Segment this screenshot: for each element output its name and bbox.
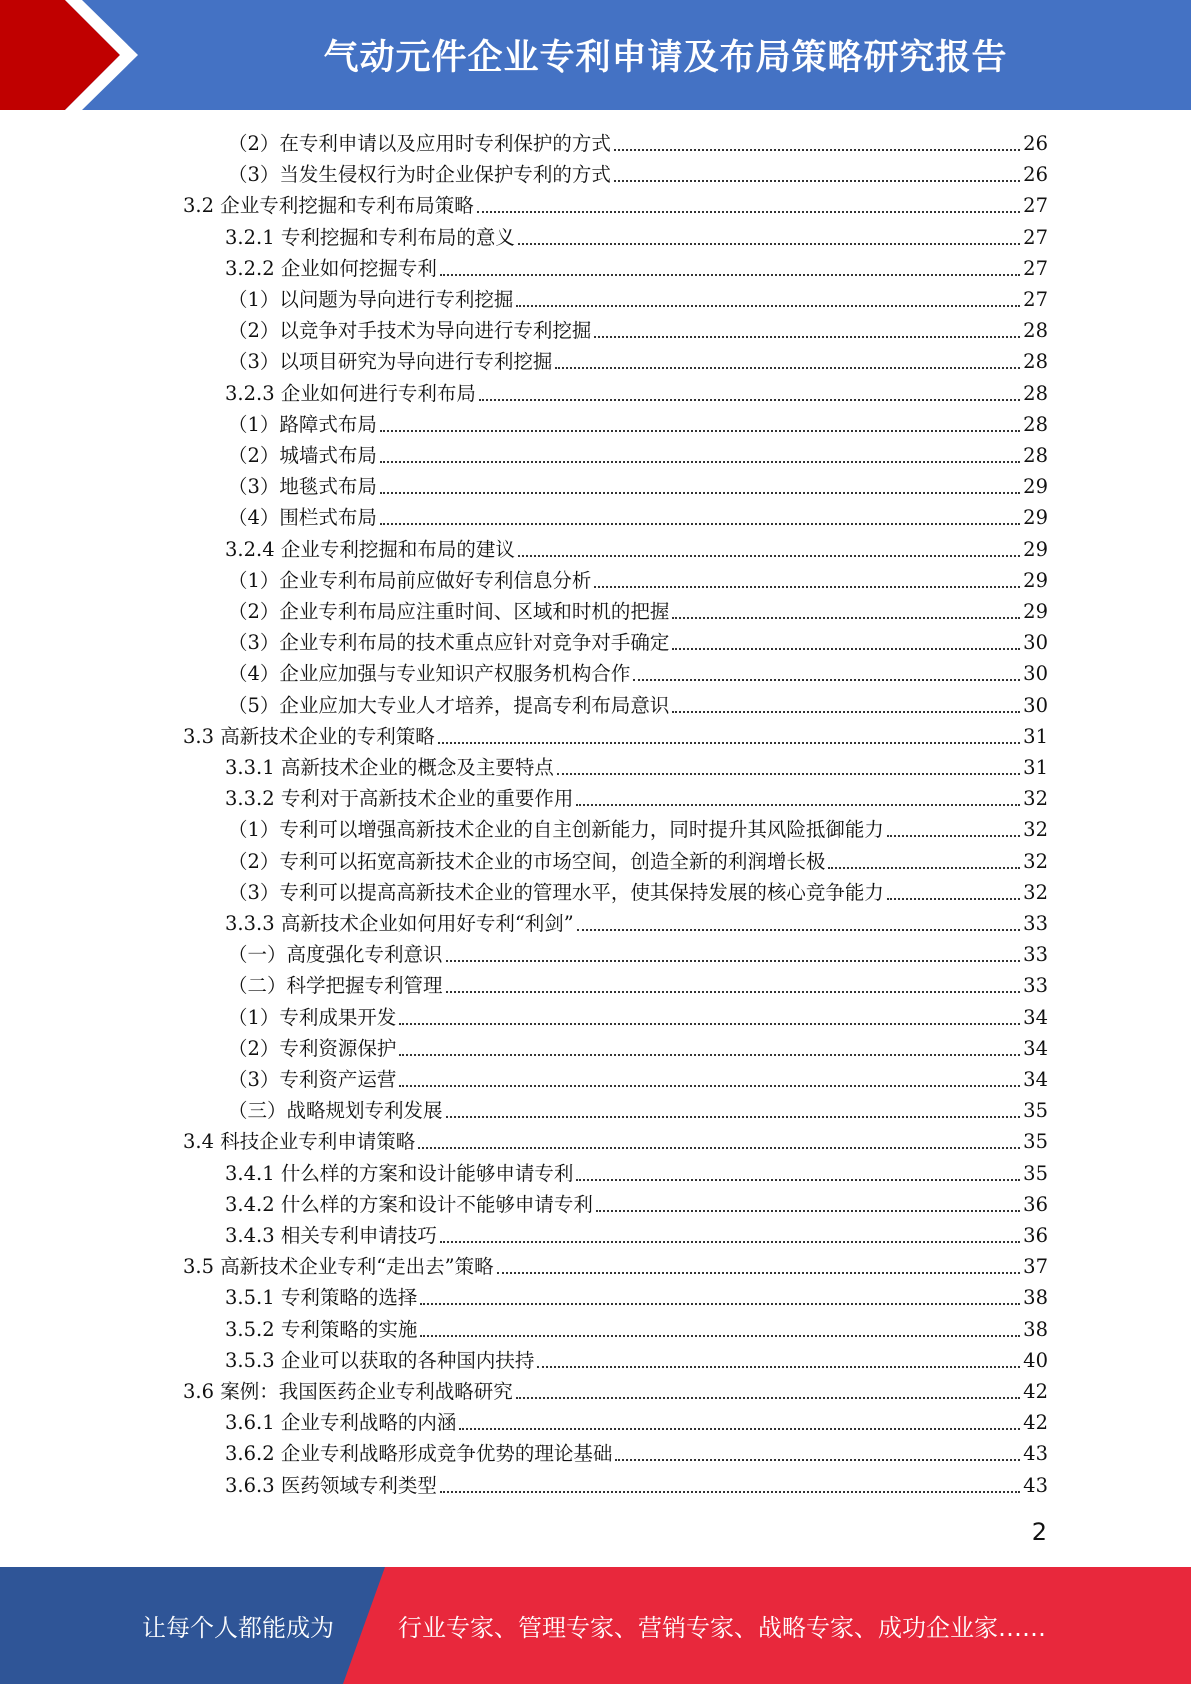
toc-entry-page: 35 xyxy=(1023,1130,1048,1154)
toc-entry-title: （3）专利资产运营 xyxy=(228,1068,397,1091)
toc-entry-page: 27 xyxy=(1023,194,1048,218)
toc-dot-leader xyxy=(399,1053,1020,1056)
toc-entry-page: 43 xyxy=(1023,1473,1048,1497)
toc-entry-page: 34 xyxy=(1023,1068,1048,1091)
toc-entry-title: 3.3 高新技术企业的专利策略 xyxy=(183,724,435,748)
toc-entry-page: 28 xyxy=(1023,381,1048,405)
toc-entry-page: 42 xyxy=(1023,1411,1048,1435)
toc-entry-title: （3）以项目研究为导向进行专利挖掘 xyxy=(228,350,553,374)
toc-entry[interactable] xyxy=(228,438,1048,469)
toc-entry-title: 3.4.2 什么样的方案和设计不能够申请专利 xyxy=(225,1192,593,1216)
toc-entry[interactable] xyxy=(225,1218,1048,1249)
toc-entry-page: 35 xyxy=(1023,1161,1048,1185)
toc-entry-page: 31 xyxy=(1023,756,1048,779)
toc-entry-page: 42 xyxy=(1023,1380,1048,1403)
toc-entry-title: （2）专利资源保护 xyxy=(228,1036,397,1060)
toc-entry-title: 3.2.4 企业专利挖掘和布局的建议 xyxy=(225,537,515,561)
toc-entry-page: 29 xyxy=(1023,537,1048,561)
toc-dot-leader xyxy=(577,928,1020,931)
toc-dot-leader xyxy=(516,1396,1020,1399)
toc-entry-title: 3.3.2 专利对于高新技术企业的重要作用 xyxy=(225,787,574,811)
toc-entry-title: （3）地毯式布局 xyxy=(228,475,377,499)
toc-dot-leader xyxy=(576,1178,1020,1181)
toc-entry[interactable] xyxy=(228,282,1048,313)
toc-dot-leader xyxy=(438,741,1020,744)
toc-entry-title: 3.5.2 专利策略的实施 xyxy=(225,1317,418,1341)
toc-entry[interactable] xyxy=(228,656,1048,687)
toc-entry[interactable] xyxy=(225,1405,1048,1436)
toc-entry[interactable] xyxy=(225,1280,1048,1311)
toc-entry-page: 36 xyxy=(1023,1224,1048,1247)
toc-entry-title: （2）城墙式布局 xyxy=(228,444,377,467)
toc-entry-title: （2）在专利申请以及应用时专利保护的方式 xyxy=(228,132,611,155)
toc-entry-title: （2）专利可以拓宽高新技术企业的市场空间，创造全新的利润增长极 xyxy=(228,849,826,873)
toc-entry[interactable] xyxy=(225,781,1048,812)
toc-entry-page: 28 xyxy=(1023,412,1048,436)
toc-entry-page: 28 xyxy=(1023,350,1048,374)
toc-entry-title: 3.6.3 医药领域专利类型 xyxy=(225,1473,437,1497)
toc-entry-page: 26 xyxy=(1023,132,1048,155)
toc-entry[interactable] xyxy=(228,126,1048,157)
toc-entry-title: （1）以问题为导向进行专利挖掘 xyxy=(228,288,514,311)
toc-entry[interactable] xyxy=(225,906,1048,937)
toc-entry-page: 26 xyxy=(1023,163,1048,187)
toc-entry-page: 30 xyxy=(1023,631,1048,655)
toc-entry[interactable] xyxy=(225,220,1048,251)
toc-dot-leader xyxy=(615,1458,1020,1461)
toc-entry[interactable] xyxy=(225,532,1048,563)
toc-entry-title: 3.4 科技企业专利申请策略 xyxy=(183,1130,416,1154)
toc-entry-page: 29 xyxy=(1023,506,1048,530)
toc-dot-leader xyxy=(518,242,1020,245)
toc-entry-page: 32 xyxy=(1023,880,1048,904)
toc-entry[interactable] xyxy=(225,750,1048,781)
toc-dot-leader xyxy=(420,1302,1020,1305)
toc-dot-leader xyxy=(440,1240,1020,1243)
toc-dot-leader xyxy=(828,866,1020,869)
toc-entry[interactable] xyxy=(225,1187,1048,1218)
toc-entry-title: （二）科学把握专利管理 xyxy=(228,974,443,998)
toc-entry-title: 3.4.3 相关专利申请技巧 xyxy=(225,1224,437,1247)
toc-dot-leader xyxy=(594,335,1020,338)
toc-entry[interactable] xyxy=(228,937,1048,968)
toc-dot-leader xyxy=(446,990,1021,993)
toc-dot-leader xyxy=(557,772,1020,775)
toc-dot-leader xyxy=(672,616,1020,619)
toc-entry-title: （三）战略规划专利发展 xyxy=(228,1099,443,1123)
page-footer xyxy=(0,1567,1191,1684)
toc-dot-leader xyxy=(477,210,1020,213)
toc-entry[interactable] xyxy=(225,251,1048,282)
toc-dot-leader xyxy=(420,1334,1020,1337)
footer-slogan: 让每个人都能成为 xyxy=(142,1614,334,1642)
toc-entry[interactable] xyxy=(225,376,1048,407)
toc-entry-title: （1）专利成果开发 xyxy=(228,1005,397,1029)
toc-entry-page: 32 xyxy=(1023,787,1048,811)
toc-entry-title: 3.3.1 高新技术企业的概念及主要特点 xyxy=(225,756,554,779)
toc-dot-leader xyxy=(497,1271,1021,1274)
page-header xyxy=(0,0,1191,110)
toc-entry-page: 43 xyxy=(1023,1442,1048,1466)
toc-entry-title: （2）以竞争对手技术为导向进行专利挖掘 xyxy=(228,319,592,343)
toc-entry[interactable] xyxy=(228,500,1048,531)
toc-dot-leader xyxy=(440,273,1020,276)
toc-entry-page: 27 xyxy=(1023,225,1048,249)
toc-entry-page: 33 xyxy=(1023,974,1048,998)
toc-entry-title: （3）专利可以提高高新技术企业的管理水平，使其保持发展的核心竞争能力 xyxy=(228,880,884,904)
toc-dot-leader xyxy=(380,460,1020,463)
toc-dot-leader xyxy=(518,554,1020,557)
toc-dot-leader xyxy=(633,678,1020,681)
footer-roles: 行业专家、管理专家、营销专家、战略专家、成功企业家…… xyxy=(398,1614,1046,1642)
toc-entry-page: 29 xyxy=(1023,568,1048,592)
toc-dot-leader xyxy=(887,897,1020,900)
toc-entry-title: （1）企业专利布局前应做好专利信息分析 xyxy=(228,568,592,592)
toc-entry[interactable] xyxy=(225,1468,1048,1499)
toc-dot-leader xyxy=(594,585,1020,588)
toc-entry[interactable] xyxy=(228,313,1048,344)
toc-entry-page: 33 xyxy=(1023,912,1048,935)
toc-entry[interactable] xyxy=(225,1156,1048,1187)
toc-entry-page: 34 xyxy=(1023,1005,1048,1029)
toc-entry-title: （5）企业应加大专业人才培养，提高专利布局意识 xyxy=(228,693,670,717)
toc-entry-title: 3.2.1 专利挖掘和专利布局的意义 xyxy=(225,225,515,249)
toc-entry[interactable] xyxy=(228,1000,1048,1031)
toc-entry[interactable] xyxy=(225,1436,1048,1467)
toc-entry-title: 3.2.3 企业如何进行专利布局 xyxy=(225,381,476,405)
toc-entry[interactable] xyxy=(228,688,1048,719)
toc-entry[interactable] xyxy=(183,1374,1048,1405)
toc-entry[interactable] xyxy=(183,1124,1048,1155)
toc-entry-title: 3.3.3 高新技术企业如何用好专利“利剑” xyxy=(225,912,574,935)
toc-dot-leader xyxy=(459,1427,1020,1430)
toc-entry[interactable] xyxy=(228,1031,1048,1062)
toc-dot-leader xyxy=(614,179,1020,182)
toc-entry[interactable] xyxy=(228,1093,1048,1124)
toc-dot-leader xyxy=(555,366,1020,369)
toc-dot-leader xyxy=(672,710,1020,713)
toc-entry-title: 3.2.2 企业如何挖掘专利 xyxy=(225,256,437,280)
toc-entry-page: 27 xyxy=(1023,256,1048,280)
report-title: 气动元件企业专利申请及布局策略研究报告 xyxy=(323,38,1008,78)
toc-entry-title: 3.4.1 什么样的方案和设计能够申请专利 xyxy=(225,1161,574,1185)
toc-dot-leader xyxy=(440,1490,1020,1493)
toc-entry[interactable] xyxy=(228,1062,1048,1093)
toc-dot-leader xyxy=(380,522,1020,525)
toc-entry[interactable] xyxy=(228,844,1048,875)
toc-entry-page: 27 xyxy=(1023,288,1048,311)
toc-entry-title: （1）路障式布局 xyxy=(228,412,377,436)
toc-entry-page: 30 xyxy=(1023,693,1048,717)
toc-entry-title: （3）当发生侵权行为时企业保护专利的方式 xyxy=(228,163,611,187)
toc-entry-page: 31 xyxy=(1023,724,1048,748)
toc-entry-title: 3.6.2 企业专利战略形成竞争优势的理论基础 xyxy=(225,1442,613,1466)
toc-dot-leader xyxy=(596,1209,1020,1212)
toc-entry-title: （4）围栏式布局 xyxy=(228,506,377,530)
toc-entry-page: 32 xyxy=(1023,849,1048,873)
toc-dot-leader xyxy=(399,1022,1020,1025)
toc-entry[interactable] xyxy=(183,1249,1048,1280)
toc-entry-page: 30 xyxy=(1023,662,1048,686)
toc-dot-leader xyxy=(614,148,1020,151)
toc-entry-page: 34 xyxy=(1023,1036,1048,1060)
toc-entry[interactable] xyxy=(228,563,1048,594)
toc-entry-page: 40 xyxy=(1023,1348,1048,1372)
toc-entry[interactable] xyxy=(225,1343,1048,1374)
toc-entry[interactable] xyxy=(228,625,1048,656)
toc-entry-title: （3）企业专利布局的技术重点应针对竞争对手确定 xyxy=(228,631,670,655)
toc-dot-leader xyxy=(446,1115,1021,1118)
toc-entry-page: 37 xyxy=(1023,1255,1048,1279)
toc-entry-page: 32 xyxy=(1023,818,1048,842)
toc-dot-leader xyxy=(887,834,1020,837)
toc-entry-page: 33 xyxy=(1023,943,1048,967)
toc-entry[interactable] xyxy=(183,188,1048,219)
toc-entry-title: 3.5.3 企业可以获取的各种国内扶持 xyxy=(225,1348,535,1372)
toc-entry[interactable] xyxy=(228,157,1048,188)
toc-entry[interactable] xyxy=(183,719,1048,750)
toc-entry-page: 28 xyxy=(1023,444,1048,467)
toc-dot-leader xyxy=(672,647,1020,650)
toc-entry-page: 38 xyxy=(1023,1286,1048,1310)
toc-entry-title: 3.5.1 专利策略的选择 xyxy=(225,1286,418,1310)
toc-entry-page: 29 xyxy=(1023,475,1048,499)
toc-dot-leader xyxy=(576,803,1020,806)
toc-entry[interactable] xyxy=(228,469,1048,500)
toc-dot-leader xyxy=(446,959,1021,962)
toc-entry-title: 3.5 高新技术企业专利“走出去”策略 xyxy=(183,1255,494,1279)
toc-dot-leader xyxy=(516,304,1020,307)
toc-entry-title: （1）专利可以增强高新技术企业的自主创新能力，同时提升其风险抵御能力 xyxy=(228,818,884,842)
toc-dot-leader xyxy=(380,429,1020,432)
toc-entry[interactable] xyxy=(228,812,1048,843)
toc-dot-leader xyxy=(479,398,1020,401)
toc-dot-leader xyxy=(399,1084,1020,1087)
toc-dot-leader xyxy=(380,491,1020,494)
toc-entry-page: 29 xyxy=(1023,600,1048,623)
toc-entry-title: （4）企业应加强与专业知识产权服务机构合作 xyxy=(228,662,631,686)
toc-dot-leader xyxy=(418,1146,1020,1149)
toc-entry[interactable] xyxy=(228,875,1048,906)
toc-entry[interactable] xyxy=(225,1312,1048,1343)
toc-entry-title: 3.2 企业专利挖掘和专利布局策略 xyxy=(183,194,474,218)
toc-entry[interactable] xyxy=(228,344,1048,375)
toc-dot-leader xyxy=(537,1365,1020,1368)
toc-entry[interactable] xyxy=(228,594,1048,625)
toc-entry[interactable] xyxy=(228,407,1048,438)
toc-entry-title: （一）高度强化专利意识 xyxy=(228,943,443,967)
toc-entry-title: （2）企业专利布局应注重时间、区域和时机的把握 xyxy=(228,600,670,623)
toc-entry-page: 38 xyxy=(1023,1317,1048,1341)
toc-entry-title: 3.6.1 企业专利战略的内涵 xyxy=(225,1411,457,1435)
toc-entry[interactable] xyxy=(228,968,1048,999)
toc-entry-title: 3.6 案例：我国医药企业专利战略研究 xyxy=(183,1380,513,1403)
toc-entry-page: 28 xyxy=(1023,319,1048,343)
toc-entry-page: 36 xyxy=(1023,1192,1048,1216)
page-number: 2 xyxy=(1031,1518,1047,1546)
toc-entry-page: 35 xyxy=(1023,1099,1048,1123)
